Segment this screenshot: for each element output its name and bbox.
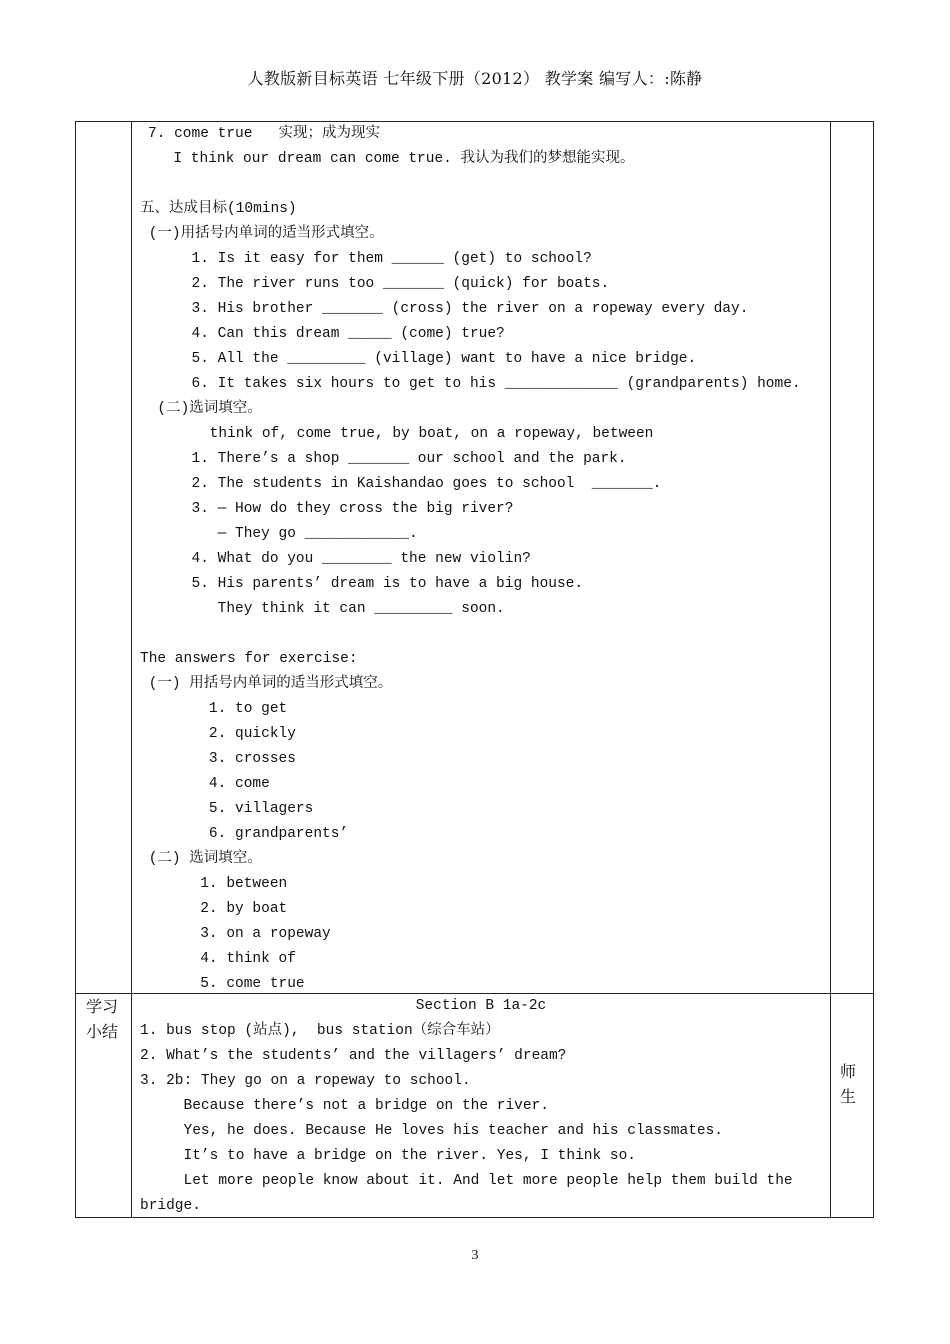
content-line: The answers for exercise: xyxy=(140,651,358,667)
content-line: 5. All the _________ (village) want to have a nice bridge. xyxy=(148,351,697,367)
summary-line: 1. bus stop (站点), bus station（综合车站） xyxy=(140,1023,500,1039)
summary-line: 2. What’s the students’ and the villagers’ dream? xyxy=(140,1048,567,1064)
side-label: 生 xyxy=(840,1087,857,1106)
content-line: I think our dream can come true. 我认为我们的梦想能实现。 xyxy=(156,151,635,167)
summary-line: Because there’s not a bridge on the river. xyxy=(140,1098,549,1114)
summary-title: Section B 1a-2c xyxy=(415,998,547,1014)
content-line: 1. Is it easy for them ______ (get) to school? xyxy=(148,251,592,267)
content-line: 5. villagers xyxy=(148,801,314,817)
page-number: 3 xyxy=(471,1248,479,1263)
content-line: 7. come true 实现；成为现实 xyxy=(148,126,381,142)
summary-line: 3. 2b: They go on a ropeway to school. xyxy=(140,1073,471,1089)
summary-line: Yes, he does. Because He loves his teacher and his classmates. xyxy=(140,1123,723,1139)
content-line: 3. His brother _______ (cross) the river on a ropeway every day. xyxy=(148,301,749,317)
table-right-border xyxy=(873,121,874,1218)
table-left-border xyxy=(75,121,76,1218)
summary-label: 学习 xyxy=(86,997,119,1016)
content-line: 2. by boat xyxy=(148,901,288,917)
content-line: 4. come xyxy=(148,776,270,792)
content-line: 5. His parents’ dream is to have a big house. xyxy=(148,576,584,592)
content-line: 2. quickly xyxy=(148,726,296,742)
summary-line: It’s to have a bridge on the river. Yes, I think so. xyxy=(140,1148,636,1164)
side-label: 师 xyxy=(840,1062,857,1081)
content-line: think of, come true, by boat, on a ropeway, between xyxy=(140,426,654,442)
content-line: 1. There’s a shop _______ our school and the park. xyxy=(148,451,627,467)
content-line: 3. — How do they cross the big river? xyxy=(148,501,514,517)
content-line: 3. on a ropeway xyxy=(148,926,331,942)
content-line: (二) 选词填空。 xyxy=(140,851,262,867)
content-line: 1. between xyxy=(148,876,288,892)
content-line: 五、达成目标(10mins) xyxy=(140,201,297,217)
content-line: 3. crosses xyxy=(148,751,296,767)
table-col-divider-1 xyxy=(131,121,132,1218)
table-col-divider-2 xyxy=(830,121,831,1218)
page-header: 人教版新目标英语 七年级下册（2012） 教学案 编写人：:陈静 xyxy=(247,69,703,88)
content-line: (一) 用括号内单词的适当形式填空。 xyxy=(140,676,393,692)
content-line: They think it can _________ soon. xyxy=(148,601,505,617)
content-line: 1. to get xyxy=(148,701,288,717)
content-line: 6. grandparents’ xyxy=(148,826,349,842)
content-line: — They go ____________. xyxy=(148,526,418,542)
summary-line: bridge. xyxy=(140,1198,201,1214)
content-line: 2. The river runs too _______ (quick) for boats. xyxy=(148,276,610,292)
content-line: 5. come true xyxy=(148,976,305,992)
content-line: (一)用括号内单词的适当形式填空。 xyxy=(140,226,384,242)
summary-line: Let more people know about it. And let more people help them build the xyxy=(140,1173,793,1189)
content-line: 6. It takes six hours to get to his _____________ (grandparents) home. xyxy=(148,376,801,392)
content-line: 2. The students in Kaishandao goes to school _______. xyxy=(148,476,662,492)
content-line: 4. What do you ________ the new violin? xyxy=(148,551,531,567)
content-line: 4. Can this dream _____ (come) true? xyxy=(148,326,505,342)
content-line: 4. think of xyxy=(148,951,296,967)
content-line: (二)选词填空。 xyxy=(140,401,262,417)
summary-label: 小结 xyxy=(86,1022,119,1041)
